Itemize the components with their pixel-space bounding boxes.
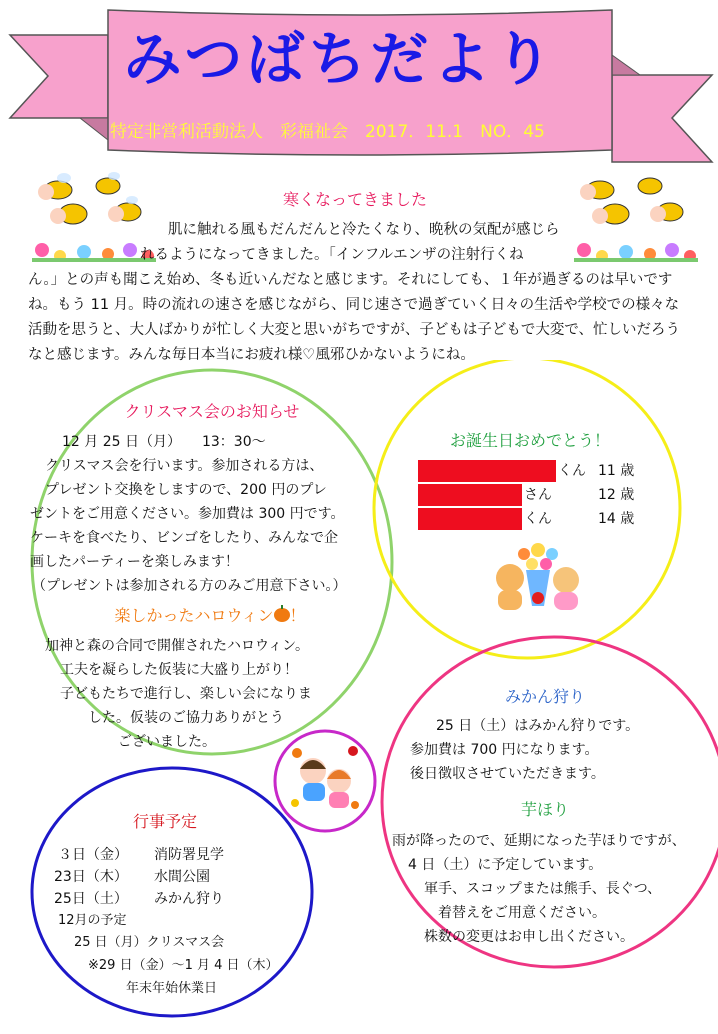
birthday-suffix: くん: [524, 511, 552, 527]
christmas-line: ゼントをご用意ください。参加費は 300 円です。: [30, 506, 345, 522]
redacted-name: [418, 460, 556, 482]
christmas-line: （プレゼントは参加される方のみご用意下さい。）: [32, 578, 347, 594]
christmas-line: クリスマス会を行います。参加される方は、: [45, 458, 324, 474]
next-month-line: 年末年始休業日: [126, 981, 218, 996]
halloween-line: した。仮装のご協力ありがとう: [88, 710, 284, 726]
halloween-line: 工夫を凝らした仮装に大盛り上がり！: [60, 662, 298, 678]
schedule-heading: 行事予定: [132, 812, 197, 831]
birthday-age: 12 歳: [598, 487, 635, 503]
birthday-suffix: さん: [524, 487, 552, 503]
redacted-name: [418, 484, 522, 506]
imo-heading: 芋ほり: [520, 800, 569, 819]
intro-line: 肌に触れる風もだんだんと冷たくなり、晩秋の気配が感じら: [168, 222, 560, 238]
mikan-line: 後日徴収させていただきます。: [410, 766, 605, 782]
next-month-line: 25 日（月）クリスマス会: [74, 935, 225, 950]
schedule-event: みかん狩り: [154, 891, 224, 907]
imo-line: 株数の変更はお申し出ください。: [424, 929, 634, 945]
birthday-heading: お誕生日おめでとう！: [449, 431, 610, 450]
bees-flowers-illustration-right: [570, 172, 700, 264]
imo-line: 雨が降ったので、延期になった芋ほりですが、: [392, 833, 686, 849]
schedule-event: 水間公園: [154, 869, 210, 885]
christmas-line: 12 月 25 日（月） 13：30～: [62, 434, 266, 450]
halloween-heading-text: 楽しかったハロウィン: [114, 606, 274, 625]
birthday-age: 14 歳: [598, 511, 635, 527]
intro-heading: 寒くなってきました: [282, 190, 427, 209]
intro-line: れるようになってきました。「インフルエンザの注射行くね: [140, 247, 524, 263]
mikan-line: 25 日（土）はみかん狩りです。: [436, 718, 640, 734]
schedule-date: 25日（土）: [54, 891, 128, 907]
redacted-name: [418, 508, 522, 530]
christmas-line: プレゼント交換をしますので、200 円のプレ: [45, 482, 327, 498]
schedule-date: 23日（木）: [54, 869, 128, 885]
mikan-line: 参加費は 700 円になります。: [410, 742, 599, 758]
halloween-line: 子どもたちで進行し、楽しい会になりま: [60, 686, 312, 702]
pumpkin-icon: [274, 608, 290, 622]
imo-line: 軍手、スコップまたは熊手、長ぐつ、: [424, 881, 662, 897]
schedule-event: 消防署見学: [154, 847, 224, 863]
imo-line: 4 日（土）に予定しています。: [408, 857, 603, 873]
christmas-line: 画したパーティーを楽しみます！: [30, 554, 239, 570]
halloween-heading-suffix: ！: [289, 606, 306, 625]
christmas-line: ケーキを食べたり、ビンゴをしたり、みんなで企: [30, 530, 338, 546]
schedule-date: ３日（金）: [58, 847, 128, 863]
birthday-cats-bouquet-illustration: [488, 536, 588, 618]
halloween-line: ございました。: [118, 734, 216, 750]
mikan-heading: みかん狩り: [504, 687, 585, 706]
intro-line: ん。」との声も聞こえ始め、冬も近いんだなと感じます。それにしても、１年が過ぎるのは早いです: [28, 272, 673, 288]
next-month-line: ※29 日（金）～1 月 4 日（木）: [88, 958, 279, 973]
halloween-heading: [80, 603, 340, 626]
christmas-heading: クリスマス会のお知らせ: [124, 402, 300, 421]
intro-line: 活動を思うと、大人ばかりが忙しく大変と思いがちですが、子どもは子どもで大変で、忙しいだろう: [28, 322, 681, 338]
birthday-suffix: くん: [558, 463, 586, 479]
autumn-kids-illustration: [283, 741, 367, 821]
intro-line: なと感じます。みんな毎日本当にお疲れ様♡風邪ひかないようにね。: [28, 347, 475, 363]
imo-line: 着替えをご用意ください。: [438, 905, 606, 921]
bees-flowers-illustration-left: [28, 172, 158, 264]
newsletter-title: みつばちだより: [123, 25, 557, 93]
newsletter-subtitle: 特定非営利活動法人 彩福祉会 2017．11.1 NO．45: [110, 122, 545, 142]
birthday-age: 11 歳: [598, 463, 635, 479]
halloween-line: 加神と森の合同で開催されたハロウィン。: [45, 638, 310, 654]
next-month-label: 12月の予定: [58, 913, 127, 928]
intro-line: ね。もう 11 月。時の流れの速さを感じながら、同じ速さで過ぎていく日々の生活や学校での様々な: [28, 297, 680, 313]
